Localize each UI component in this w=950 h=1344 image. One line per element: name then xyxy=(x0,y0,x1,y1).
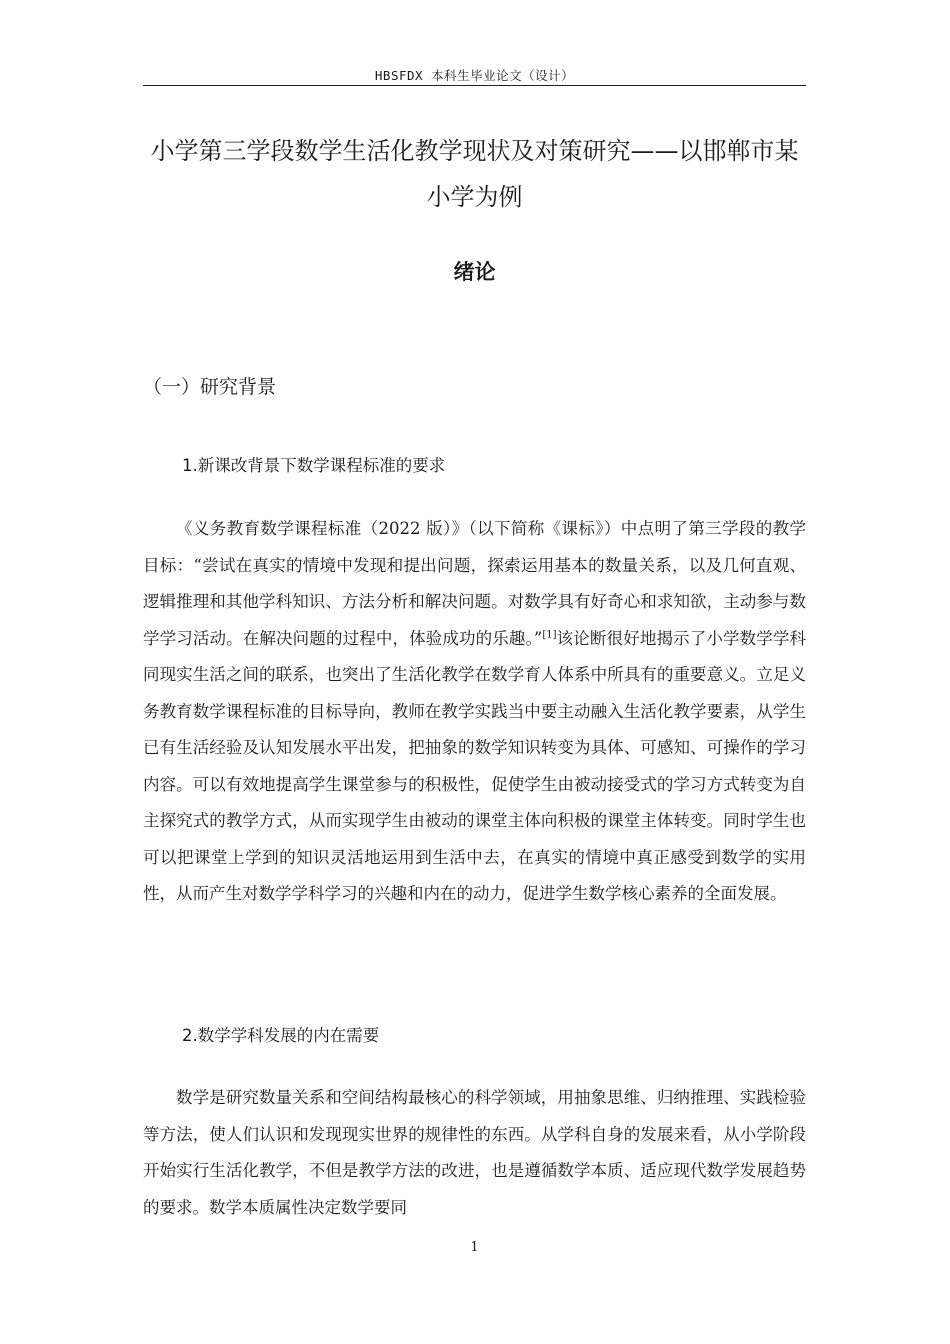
paragraph-1-text-part-1: 《义务教育数学课程标准（2022 版）》（以下简称《课标》）中点明了第三学段的教学目标：“尝试在真实的情境中发现和提出问题，探索运用基本的数量关系，以及几何直观、逻辑推理和其他学科知识、方法分析和解决问题。对数学具有好奇心和求知欲，主动参与数学学习活动。在解决问题的过程中，体验成功的乐趣。” xyxy=(143,519,806,648)
subsection-heading-1: 1.新课改背景下数学课程标准的要求 xyxy=(182,456,446,475)
citation-marker: [1] xyxy=(542,629,557,640)
paragraph-1-text-part-2: 该论断很好地揭示了小学数学学科同现实生活之间的联系，也突出了生活化教学在数学育人体系中所具有的重要意义。立足义务教育数学课程标准的目标导向，教师在教学实践当中要主动融入生活化教学要素，从学生已有生活经验及认知发展水平出发，把抽象的数学知识转变为具体、可感知、可操作的学习内容。可以有效地提高学生课堂参与的积极性，促使学生由被动接受式的学习方式转变为自主探究式的教学方式，从而实现学生由被动的课堂主体向积极的课堂主体转变。同时学生也可以把课堂上学到的知识灵活地运用到生活中去，在真实的情境中真正感受到数学的实用性，从而产生对数学学科学习的兴趣和内在的动力，促进学生数学核心素养的全面发展。 xyxy=(143,628,807,903)
introduction-heading: 绪论 xyxy=(453,260,496,284)
body-paragraph-2: 数学是研究数量关系和空间结构最核心的科学领域，用抽象思维、归纳推理、实践检验等方法，使人们认识和发现现实世界的规律性的东西。从学科自身的发展来看，从小学阶段开始实行生活化教学，不但是教学方法的改进，也是遵循数学本质、适应现代数学发展趋势的要求。数学本质属性决定数学要同 xyxy=(143,1088,806,1217)
body-paragraph-1 xyxy=(143,511,806,913)
thesis-title: 小学第三学段数学生活化教学现状及对策研究——以邯郸市某小学为例 xyxy=(150,137,799,211)
section-heading-research-background: （一）研究背景 xyxy=(143,376,277,398)
page-number: 1 xyxy=(470,1240,479,1255)
header-rule xyxy=(143,85,806,86)
running-header: HBSFDX 本科生毕业论文（设计） xyxy=(374,68,575,83)
subsection-heading-2: 2.数学学科发展的内在需要 xyxy=(182,1026,380,1045)
